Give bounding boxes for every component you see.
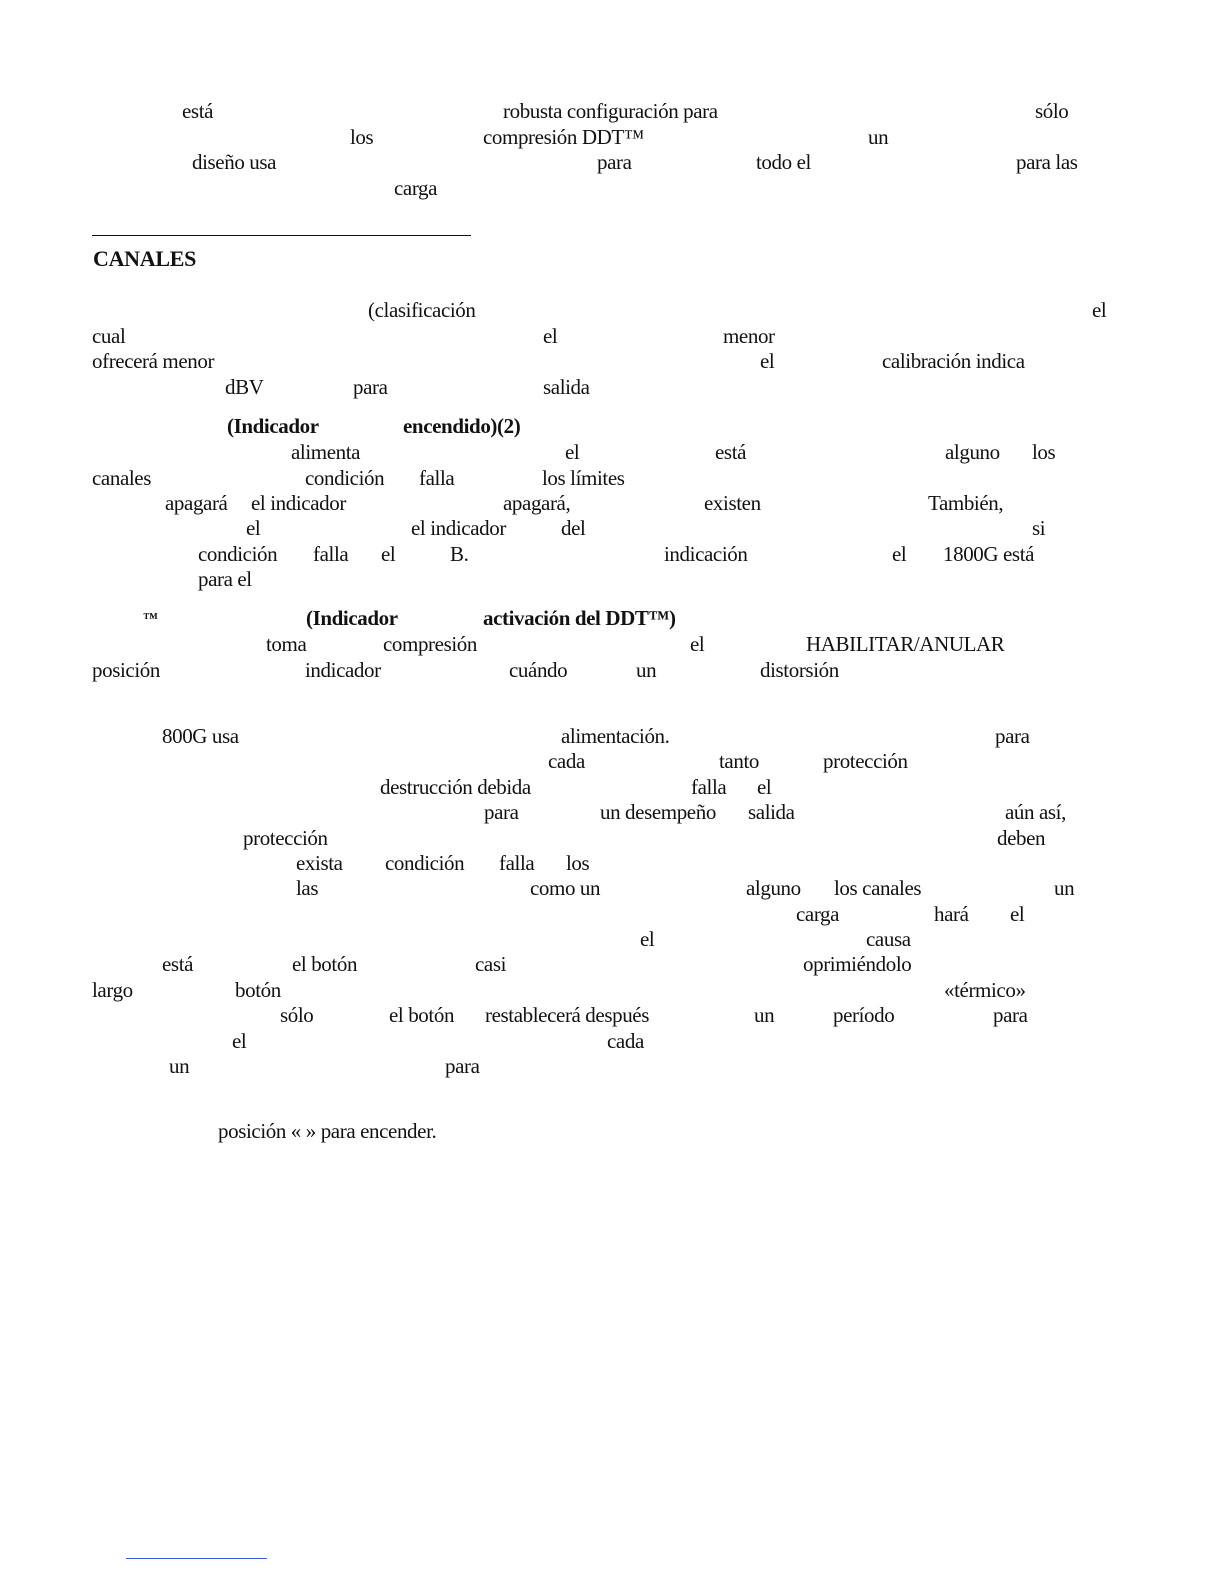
text-fragment: condición — [305, 466, 385, 490]
text-fragment: el — [757, 775, 772, 799]
text-fragment: oprimiéndolo — [803, 952, 912, 976]
text-fragment: el — [1092, 298, 1107, 322]
text-fragment: deben — [997, 826, 1046, 850]
text-fragment: posición — [92, 658, 160, 682]
text-fragment: como un — [530, 876, 601, 900]
text-fragment: (clasificación — [368, 298, 476, 322]
text-fragment: los límites — [542, 466, 625, 490]
text-fragment: un — [1054, 876, 1075, 900]
text-fragment: el — [246, 516, 261, 540]
text-fragment: distorsión — [760, 658, 839, 682]
text-fragment: indicación — [664, 542, 748, 566]
text-fragment: está — [182, 99, 214, 123]
text-fragment: sólo — [1035, 99, 1069, 123]
text-fragment: alimentación. — [561, 724, 670, 748]
text-fragment: calibración indica — [882, 349, 1025, 373]
text-fragment: el — [892, 542, 907, 566]
text-fragment: los — [1032, 440, 1056, 464]
text-fragment: el botón — [292, 952, 358, 976]
text-fragment: el indicador — [251, 491, 346, 515]
text-fragment: un — [754, 1003, 775, 1027]
text-fragment: menor — [723, 324, 775, 348]
text-fragment: apagará — [165, 491, 228, 515]
text-fragment: cada — [607, 1029, 644, 1053]
text-fragment: 1800G está — [943, 542, 1035, 566]
text-fragment: el — [381, 542, 396, 566]
text-fragment: del — [561, 516, 586, 540]
text-fragment: alguno — [945, 440, 1000, 464]
text-fragment: compresión DDT™ — [483, 125, 644, 149]
text-fragment: tanto — [719, 749, 759, 773]
text-fragment: para — [597, 150, 632, 174]
text-fragment: cuándo — [509, 658, 568, 682]
text-fragment: dBV — [225, 375, 264, 399]
text-fragment: el — [232, 1029, 247, 1053]
subheading-fragment: encendido)(2) — [403, 414, 521, 438]
text-fragment: para las — [1016, 150, 1078, 174]
text-fragment: para — [993, 1003, 1028, 1027]
text-fragment: para — [445, 1054, 480, 1078]
text-fragment: casi — [475, 952, 507, 976]
text-fragment: toma — [266, 632, 307, 656]
text-fragment: diseño usa — [192, 150, 277, 174]
text-fragment: el — [1010, 902, 1025, 926]
text-fragment: un desempeño — [600, 800, 716, 824]
text-fragment: causa — [866, 927, 911, 951]
text-fragment: robusta configuración para — [503, 99, 718, 123]
text-fragment: salida — [748, 800, 795, 824]
text-fragment: los — [350, 125, 374, 149]
section-divider — [92, 235, 471, 236]
text-fragment: período — [833, 1003, 895, 1027]
text-fragment: falla — [419, 466, 455, 490]
subheading-fragment: activación del DDT™) — [483, 606, 676, 630]
text-fragment: el — [640, 927, 655, 951]
text-fragment: botón — [235, 978, 281, 1002]
text-fragment: existen — [704, 491, 761, 515]
subheading-fragment: (Indicador — [227, 414, 319, 438]
text-fragment: cada — [548, 749, 585, 773]
trademark-symbol: ™ — [143, 611, 158, 627]
text-fragment: canales — [92, 466, 151, 490]
text-fragment: ofrecerá menor — [92, 349, 215, 373]
text-fragment: carga — [394, 176, 438, 200]
text-fragment: restablecerá después — [485, 1003, 649, 1027]
text-fragment: el — [543, 324, 558, 348]
text-fragment: las — [296, 876, 319, 900]
text-fragment: está — [162, 952, 194, 976]
text-fragment: protección — [823, 749, 908, 773]
text-fragment: alimenta — [291, 440, 361, 464]
switch-instruction: posición « » para encender. — [218, 1119, 437, 1143]
text-fragment: HABILITAR/ANULAR — [806, 632, 1005, 656]
text-fragment: indicador — [305, 658, 381, 682]
text-fragment: para el — [198, 567, 252, 591]
text-fragment: protección — [243, 826, 328, 850]
text-fragment: condición — [198, 542, 278, 566]
text-fragment: falla — [313, 542, 349, 566]
subheading-fragment: (Indicador — [306, 606, 398, 630]
text-fragment: el — [565, 440, 580, 464]
section-heading: CANALES — [93, 246, 197, 271]
text-fragment: aún así, — [1005, 800, 1066, 824]
text-fragment: carga — [796, 902, 840, 926]
text-fragment: un — [636, 658, 657, 682]
text-fragment: para — [995, 724, 1030, 748]
text-fragment: compresión — [383, 632, 477, 656]
text-fragment: salida — [543, 375, 590, 399]
text-fragment: el indicador — [411, 516, 506, 540]
text-fragment: falla — [691, 775, 727, 799]
text-fragment: exista — [296, 851, 343, 875]
text-fragment: apagará, — [503, 491, 571, 515]
text-fragment: largo — [92, 978, 133, 1002]
text-fragment: También, — [928, 491, 1004, 515]
footnote-divider — [126, 1558, 267, 1559]
text-fragment: destrucción debida — [380, 775, 531, 799]
text-fragment: para — [353, 375, 388, 399]
text-fragment: para — [484, 800, 519, 824]
text-fragment: 800G usa — [162, 724, 239, 748]
text-fragment: los canales — [834, 876, 922, 900]
text-fragment: el — [760, 349, 775, 373]
text-fragment: está — [715, 440, 747, 464]
text-fragment: B. — [450, 542, 469, 566]
text-fragment: sólo — [280, 1003, 314, 1027]
text-fragment: si — [1032, 516, 1046, 540]
text-fragment: «térmico» — [944, 978, 1026, 1002]
text-fragment: un — [868, 125, 889, 149]
text-fragment: el — [690, 632, 705, 656]
text-fragment: falla — [499, 851, 535, 875]
text-fragment: un — [169, 1054, 190, 1078]
text-fragment: los — [566, 851, 590, 875]
text-fragment: cual — [92, 324, 126, 348]
text-fragment: hará — [934, 902, 969, 926]
text-fragment: el botón — [389, 1003, 455, 1027]
text-fragment: condición — [385, 851, 465, 875]
text-fragment: todo el — [756, 150, 811, 174]
text-fragment: alguno — [746, 876, 801, 900]
